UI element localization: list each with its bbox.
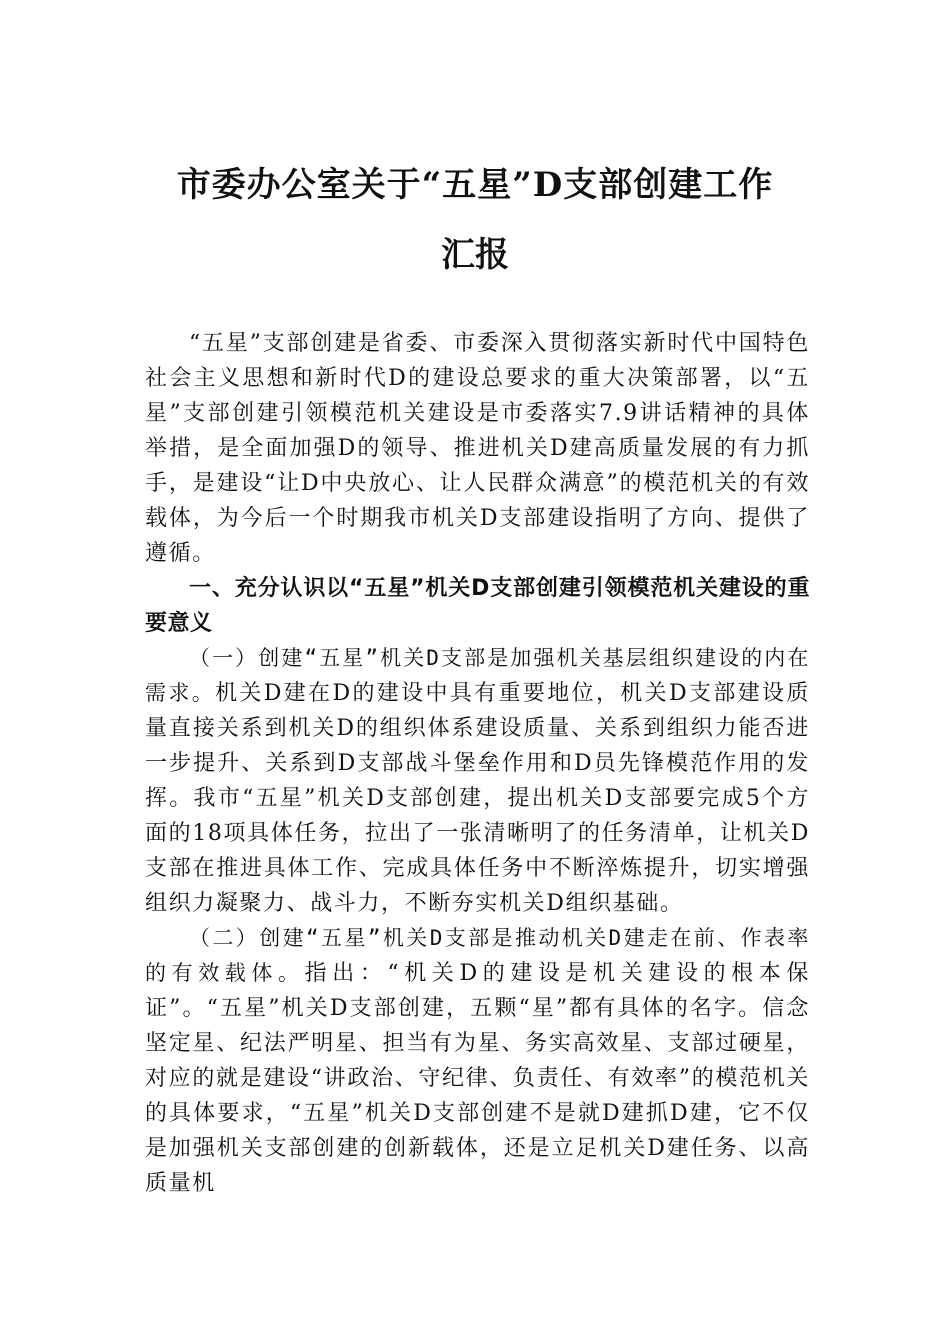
subsection-heading-1: （一）创建“五星”机关D支部是加强机关基层组织建设的内在需求。 [145, 646, 810, 705]
subsection-heading-2: （二）创建“五星”机关D支部是推动机关D建走在前、作表率的有效载体。 [145, 926, 810, 985]
intro-paragraph: “五星”支部创建是省委、市委深入贯彻落实新时代中国特色社会主义思想和新时代D的建设总要求的重大决策部署，以“五星”支部创建引领模范机关建设是市委落实7.9讲话精神的具体举措，是全面加强D的领导、推进机关D建高质量发展的有力抓手，是建设“让D中央放心、让人民群众满意”的模范机关的有效载体，为今后一个时期我市机关D支部建设指明了方向、提供了遵循。 [145, 331, 810, 566]
document-title-line-1: 市委办公室关于“五星”D支部创建工作 [176, 165, 774, 205]
document-title-line-2: 汇报 [441, 235, 509, 275]
document-body [145, 326, 810, 1201]
subsection-body-2: 指出：“机关D的建设是机关建设的根本保证”。“五星”机关D支部创建，五颗“星”都有具体的名字。信念坚定星、纪法严明星、担当有为星、务实高效星、支部过硬星，对应的就是建设“讲政治、守纪律、负责任、有效率”的模范机关的具体要求，“五星”机关D支部创建不是就D建抓D建，它不仅是加强机关支部创建的创新载体，还是立足机关D建任务、以高质量机 [145, 961, 810, 1196]
section-heading-1: 一、充分认识以“五星”机关D支部创建引领模范机关建设的重要意义 [145, 576, 810, 636]
subsection-paragraph-1 [145, 641, 810, 921]
subsection-paragraph-2 [145, 921, 810, 1201]
subsection-body-1: 机关D建在D的建设中具有重要地位，机关D支部建设质量直接关系到机关D的组织体系建设质量、关系到组织力能否进一步提升、关系到D支部战斗堡垒作用和D员先锋模范作用的发挥。我市“五星”机关D支部创建，提出机关D支部要完成5个方面的18项具体任务，拉出了一张清晰明了的任务清单，让机关D支部在推进具体工作、完成具体任务中不断淬炼提升，切实增强组织力凝聚力、战斗力，不断夯实机关D组织基础。 [145, 681, 810, 916]
